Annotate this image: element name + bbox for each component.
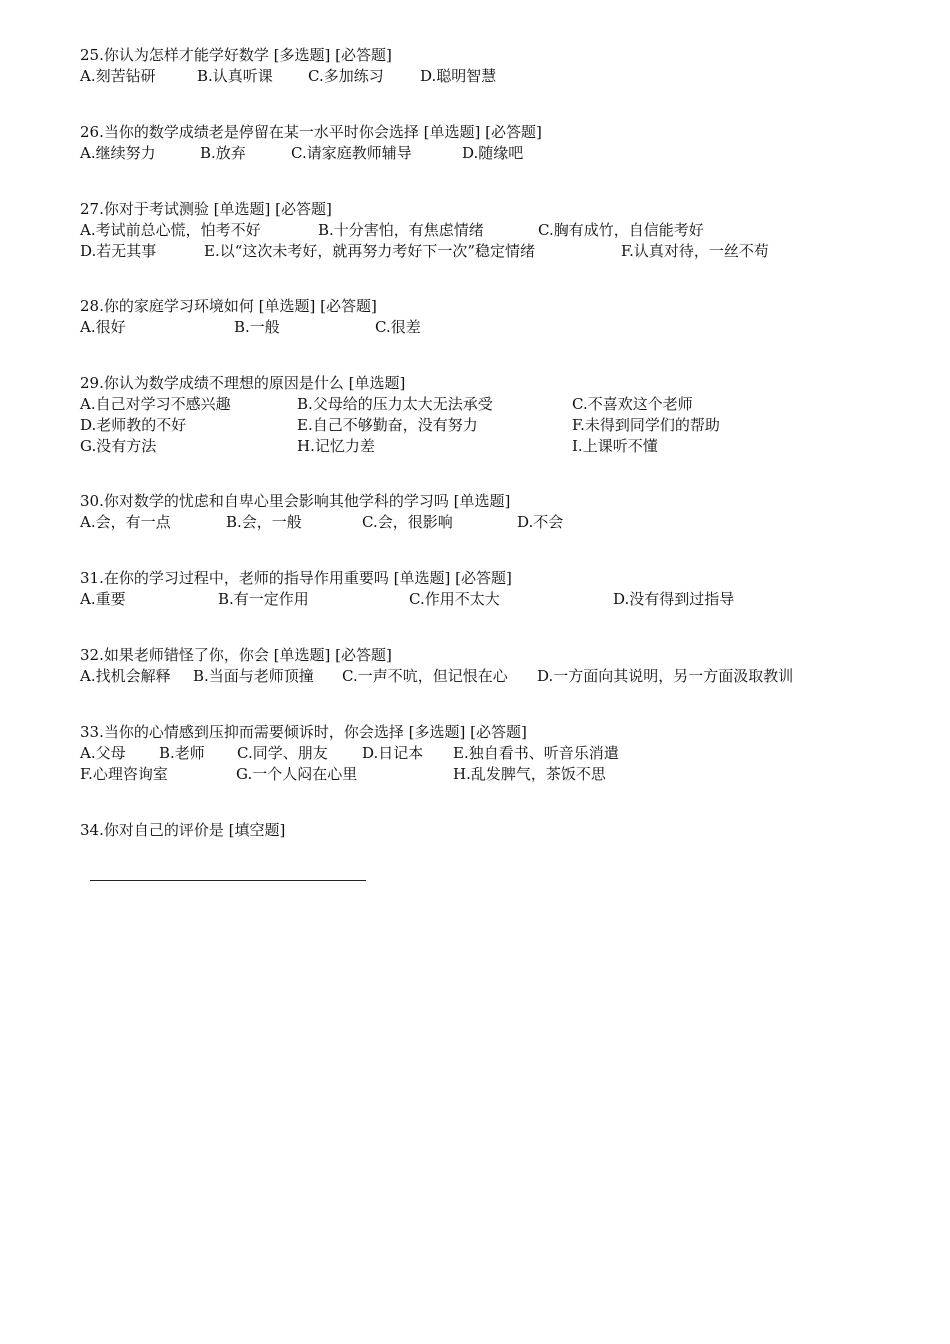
option-row (80, 220, 880, 241)
question-title: 29.你认为数学成绩不理想的原因是什么 [单选题] (80, 374, 406, 392)
option-c[interactable]: C.同学、朋友 (237, 744, 328, 762)
option-c[interactable]: C.很差 (375, 318, 421, 336)
option-c[interactable]: C.会，很影响 (362, 513, 453, 531)
option-row (80, 415, 880, 436)
option-c[interactable]: C.请家庭教师辅导 (291, 144, 412, 162)
answer-blank-line[interactable] (90, 880, 366, 881)
option-b[interactable]: B.老师 (159, 744, 205, 762)
option-a[interactable]: A.考试前总心慌，怕考不好 (80, 221, 261, 239)
question-30 (80, 491, 880, 533)
question-title: 27.你对于考试测验 [单选题] [必答题] (80, 200, 332, 218)
option-c[interactable]: C.多加练习 (308, 67, 384, 85)
option-e[interactable]: E.自己不够勤奋，没有努力 (297, 416, 478, 434)
option-d[interactable]: D.不会 (517, 513, 564, 531)
question-29 (80, 373, 880, 457)
option-row (80, 241, 880, 262)
option-g[interactable]: G.一个人闷在心里 (236, 765, 358, 783)
option-e[interactable]: E.以“这次未考好，就再努力考好下一次”稳定情绪 (204, 242, 536, 260)
option-row (80, 764, 880, 785)
option-row (80, 394, 880, 415)
option-a[interactable]: A.找机会解释 (80, 667, 171, 685)
question-26 (80, 122, 880, 164)
option-a[interactable]: A.继续努力 (80, 144, 156, 162)
question-25 (80, 45, 880, 87)
option-b[interactable]: B.当面与老师顶撞 (193, 667, 314, 685)
option-d[interactable]: D.没有得到过指导 (613, 590, 735, 608)
option-h[interactable]: H.乱发脾气，茶饭不思 (453, 765, 606, 783)
option-d[interactable]: D.随缘吧 (462, 144, 524, 162)
option-c[interactable]: C.一声不吭，但记恨在心 (342, 667, 508, 685)
option-row (80, 143, 880, 164)
option-f[interactable]: F.认真对待，一丝不苟 (621, 242, 769, 260)
option-e[interactable]: E.独自看书、听音乐消遣 (453, 744, 619, 762)
option-d[interactable]: D.日记本 (362, 744, 424, 762)
option-c[interactable]: C.不喜欢这个老师 (572, 395, 693, 413)
option-d[interactable]: D.老师教的不好 (80, 416, 187, 434)
option-b[interactable]: B.认真听课 (197, 67, 273, 85)
option-b[interactable]: B.放弃 (200, 144, 246, 162)
option-a[interactable]: A.刻苦钻研 (80, 67, 156, 85)
option-c[interactable]: C.作用不太大 (409, 590, 500, 608)
option-a[interactable]: A.重要 (80, 590, 126, 608)
option-h[interactable]: H.记忆力差 (297, 437, 375, 455)
question-33 (80, 722, 880, 785)
option-a[interactable]: A.很好 (80, 318, 126, 336)
question-31 (80, 568, 880, 610)
question-title: 32.如果老师错怪了你，你会 [单选题] [必答题] (80, 646, 392, 664)
question-title: 25.你认为怎样才能学好数学 [多选题] [必答题] (80, 46, 392, 64)
question-title: 31.在你的学习过程中，老师的指导作用重要吗 [单选题] [必答题] (80, 569, 512, 587)
option-row (80, 66, 880, 87)
option-row (80, 512, 880, 533)
option-i[interactable]: I.上课听不懂 (572, 437, 658, 455)
question-34 (80, 820, 880, 841)
question-27 (80, 199, 880, 262)
question-title: 30.你对数学的忧虑和自卑心里会影响其他学科的学习吗 [单选题] (80, 492, 511, 510)
option-row (80, 743, 880, 764)
option-row (80, 436, 880, 457)
option-d[interactable]: D.聪明智慧 (420, 67, 497, 85)
option-f[interactable]: F.未得到同学们的帮助 (572, 416, 720, 434)
question-28 (80, 296, 880, 338)
option-b[interactable]: B.父母给的压力太大无法承受 (297, 395, 493, 413)
option-b[interactable]: B.有一定作用 (218, 590, 309, 608)
option-d[interactable]: D.一方面向其说明，另一方面汲取教训 (537, 667, 794, 685)
option-row (80, 317, 880, 338)
question-title: 34.你对自己的评价是 [填空题] (80, 821, 286, 839)
option-row (80, 589, 880, 610)
option-a[interactable]: A.父母 (80, 744, 126, 762)
option-b[interactable]: B.一般 (234, 318, 280, 336)
option-row (80, 666, 880, 687)
option-a[interactable]: A.会，有一点 (80, 513, 171, 531)
option-b[interactable]: B.会，一般 (226, 513, 302, 531)
option-g[interactable]: G.没有方法 (80, 437, 157, 455)
question-title: 33.当你的心情感到压抑而需要倾诉时，你会选择 [多选题] [必答题] (80, 723, 527, 741)
question-title: 28.你的家庭学习环境如何 [单选题] [必答题] (80, 297, 377, 315)
option-b[interactable]: B.十分害怕，有焦虑情绪 (318, 221, 484, 239)
question-title: 26.当你的数学成绩老是停留在某一水平时你会选择 [单选题] [必答题] (80, 123, 542, 141)
option-f[interactable]: F.心理咨询室 (80, 765, 168, 783)
option-d[interactable]: D.若无其事 (80, 242, 157, 260)
option-c[interactable]: C.胸有成竹，自信能考好 (538, 221, 704, 239)
option-a[interactable]: A.自己对学习不感兴趣 (80, 395, 231, 413)
question-32 (80, 645, 880, 687)
